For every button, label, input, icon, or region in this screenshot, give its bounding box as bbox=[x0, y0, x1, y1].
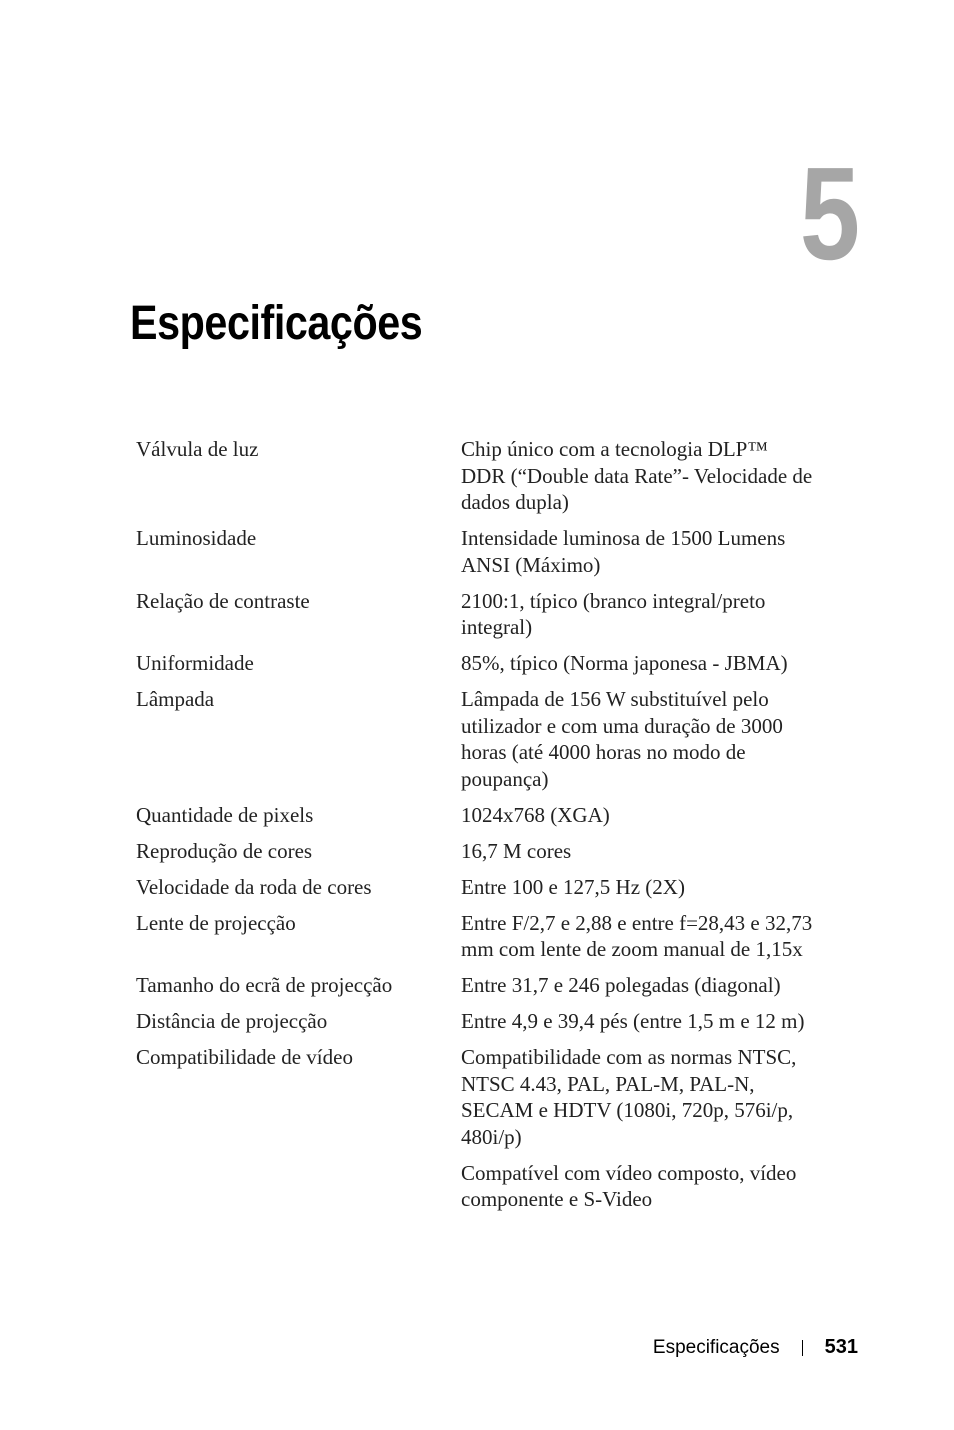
spec-value bbox=[461, 802, 813, 829]
spec-value bbox=[461, 1008, 813, 1035]
spec-row bbox=[136, 910, 826, 963]
spec-row bbox=[136, 802, 826, 829]
spec-value bbox=[461, 525, 813, 578]
spec-value-paragraph: 85%, típico (Norma japonesa - JBMA) bbox=[461, 651, 788, 675]
spec-label: Tamanho do ecrã de projecção bbox=[136, 973, 393, 997]
spec-value-paragraph: Lâmpada de 156 W substituível pelo utilizador e com uma duração de 3000 horas (até 4000 horas no modo de poupança) bbox=[461, 687, 783, 791]
spec-row bbox=[136, 1044, 826, 1213]
spec-value-paragraph: Compatível com vídeo composto, vídeo componente e S-Video bbox=[461, 1160, 797, 1211]
spec-row bbox=[136, 838, 826, 865]
spec-row bbox=[136, 588, 826, 641]
footer-divider bbox=[802, 1340, 803, 1356]
page-number: 531 bbox=[824, 1336, 858, 1358]
spec-row bbox=[136, 874, 826, 901]
spec-value-paragraph: Compatibilidade com as normas NTSC, NTSC 4.43, PAL, PAL-M, PAL-N, SECAM e HDTV (1080i, 720p, 576i/p, 480i/p) bbox=[461, 1045, 797, 1149]
spec-value-paragraph: Entre 4,9 e 39,4 pés (entre 1,5 m e 12 m) bbox=[461, 1009, 805, 1033]
spec-value-paragraph: 16,7 M cores bbox=[461, 838, 572, 863]
spec-value bbox=[461, 972, 813, 999]
spec-label: Lente de projecção bbox=[136, 910, 296, 935]
spec-label: Velocidade da roda de cores bbox=[136, 874, 372, 899]
spec-label: Relação de contraste bbox=[136, 588, 310, 613]
spec-value bbox=[461, 838, 813, 865]
spec-label: Lâmpada bbox=[136, 687, 215, 711]
spec-value bbox=[461, 874, 813, 901]
spec-value-paragraph: Intensidade luminosa de 1500 Lumens ANSI (Máximo) bbox=[461, 526, 786, 577]
spec-row bbox=[136, 972, 826, 999]
spec-label: Quantidade de pixels bbox=[136, 802, 314, 827]
spec-label: Luminosidade bbox=[136, 526, 257, 550]
spec-value-paragraph: 1024x768 (XGA) bbox=[461, 802, 610, 827]
page-footer bbox=[653, 1336, 858, 1359]
spec-value-paragraph: Entre F/2,7 e 2,88 e entre f=28,43 e 32,73 mm com lente de zoom manual de 1,15x bbox=[461, 910, 813, 961]
spec-value-paragraph: Entre 100 e 127,5 Hz (2X) bbox=[461, 874, 685, 899]
spec-value-paragraph: 2100:1, típico (branco integral/preto integral) bbox=[461, 588, 766, 639]
spec-value-paragraph: Chip único com a tecnologia DLP™ DDR (“Double data Rate”- Velocidade de dados dupla) bbox=[461, 437, 813, 514]
spec-value bbox=[461, 436, 813, 516]
spec-row bbox=[136, 1008, 826, 1035]
spec-value-paragraph: Entre 31,7 e 246 polegadas (diagonal) bbox=[461, 973, 781, 997]
spec-row bbox=[136, 686, 826, 792]
spec-label: Válvula de luz bbox=[136, 437, 259, 461]
spec-table bbox=[136, 436, 826, 1222]
spec-value bbox=[461, 1044, 813, 1213]
spec-value bbox=[461, 910, 813, 963]
footer-section-title: Especificações bbox=[652, 1336, 780, 1358]
spec-value bbox=[461, 650, 813, 677]
spec-label: Distância de projecção bbox=[136, 1009, 328, 1033]
spec-label: Uniformidade bbox=[136, 651, 254, 675]
spec-label: Reprodução de cores bbox=[136, 838, 313, 863]
chapter-number: 5 bbox=[799, 140, 858, 287]
spec-label: Compatibilidade de vídeo bbox=[136, 1045, 353, 1069]
spec-row bbox=[136, 650, 826, 677]
spec-value bbox=[461, 686, 813, 792]
spec-row bbox=[136, 436, 826, 516]
page-title: Especificações bbox=[130, 297, 423, 350]
spec-value bbox=[461, 588, 813, 641]
spec-row bbox=[136, 525, 826, 578]
